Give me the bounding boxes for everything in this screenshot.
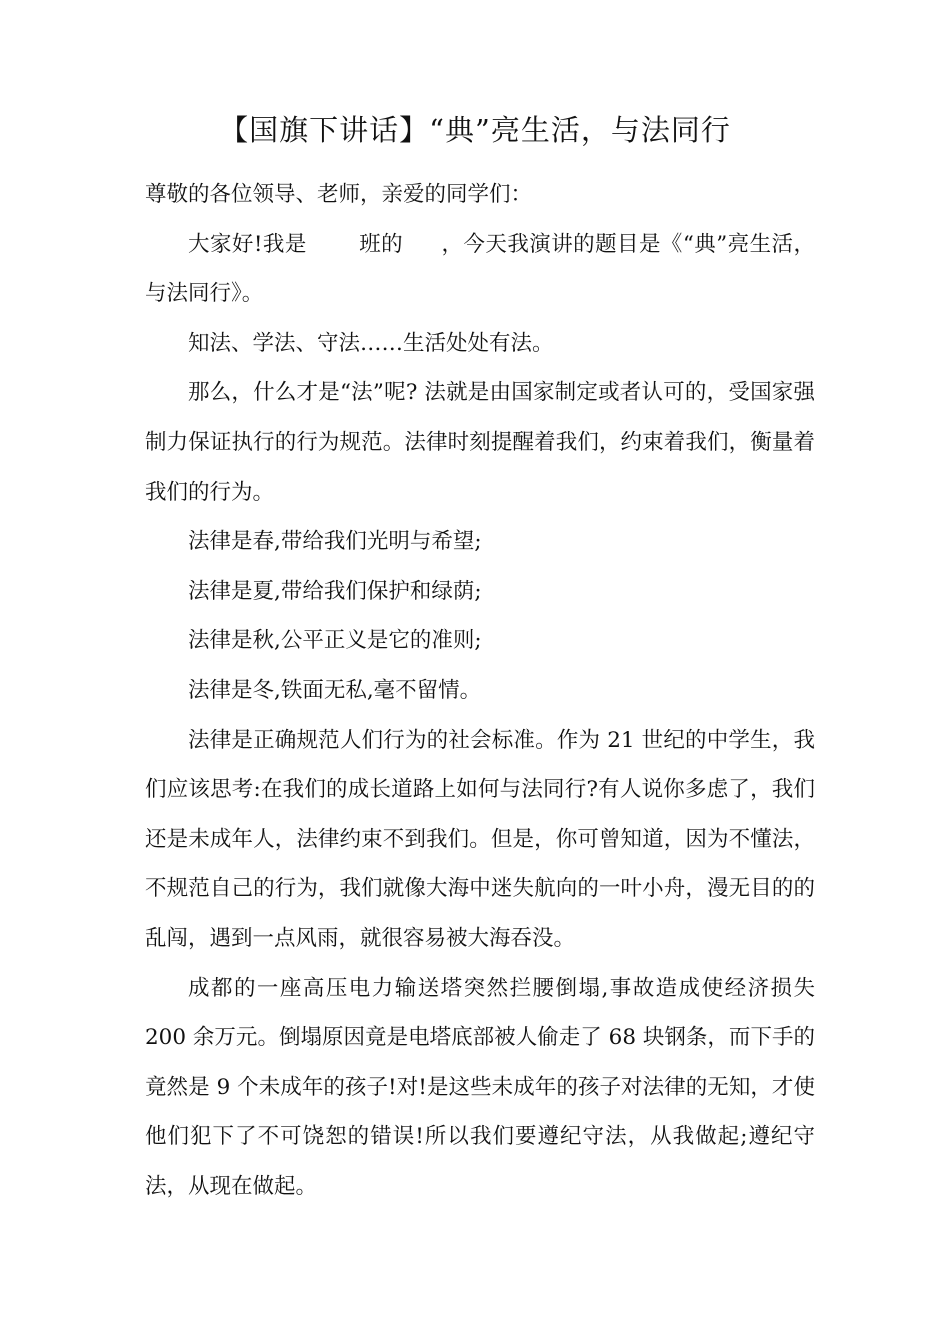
- intro-part-1: 大家好!我是: [188, 231, 307, 257]
- paragraph: 法律是夏,带给我们保护和绿荫;: [188, 578, 482, 604]
- paragraph: 成都的一座高压电力输送塔突然拦腰倒塌,事故造成使经济损失 200 余万元。倒塌原因竟是电塔底部被人偷走了 68 块钢条，而下手的竟然是 9 个未成年的孩子!对!是这些未成年的孩子对法律的无知，才使他们犯下了不可饶恕的错误!所以我们要遵纪守法，从我做起;遵纪守法，从现在做起。: [145, 975, 815, 1199]
- paragraph: 法律是正确规范人们行为的社会标准。作为 21 世纪的中学生，我们应该思考:在我们的成长道路上如何与法同行?有人说你多虑了，我们还是未成年人，法律约束不到我们。但是，你可曾知道，因为不懂法，不规范自己的行为，我们就像大海中迷失航向的一叶小舟，漫无目的的乱闯，遇到一点风雨，就很容易被大海吞没。: [145, 727, 815, 951]
- document-title: 【国旗下讲话】“典”亮生活，与法同行: [219, 113, 731, 147]
- paragraph: 法律是春,带给我们光明与希望;: [188, 529, 482, 555]
- intro-paragraph: [145, 220, 815, 319]
- intro-part-2: 班的: [358, 231, 404, 257]
- paragraph: 法律是秋,公平正义是它的准则;: [188, 628, 482, 654]
- salutation: 尊敬的各位领导、老师，亲爱的同学们：: [145, 182, 533, 207]
- paragraph: 法律是冬,铁面无私,毫不留情。: [188, 677, 482, 703]
- intro-part-3: ，今天我演讲的题目是《“典”亮生活，与法同行》。: [145, 231, 815, 307]
- paragraph: 那么，什么才是“法”呢? 法就是由国家制定或者认可的，受国家强制力保证执行的行为规范。法律时刻提醒着我们，约束着我们，衡量着我们的行为。: [145, 380, 815, 505]
- paragraph: 知法、学法、守法……生活处处有法。: [188, 330, 554, 356]
- document-body: [145, 170, 815, 1211]
